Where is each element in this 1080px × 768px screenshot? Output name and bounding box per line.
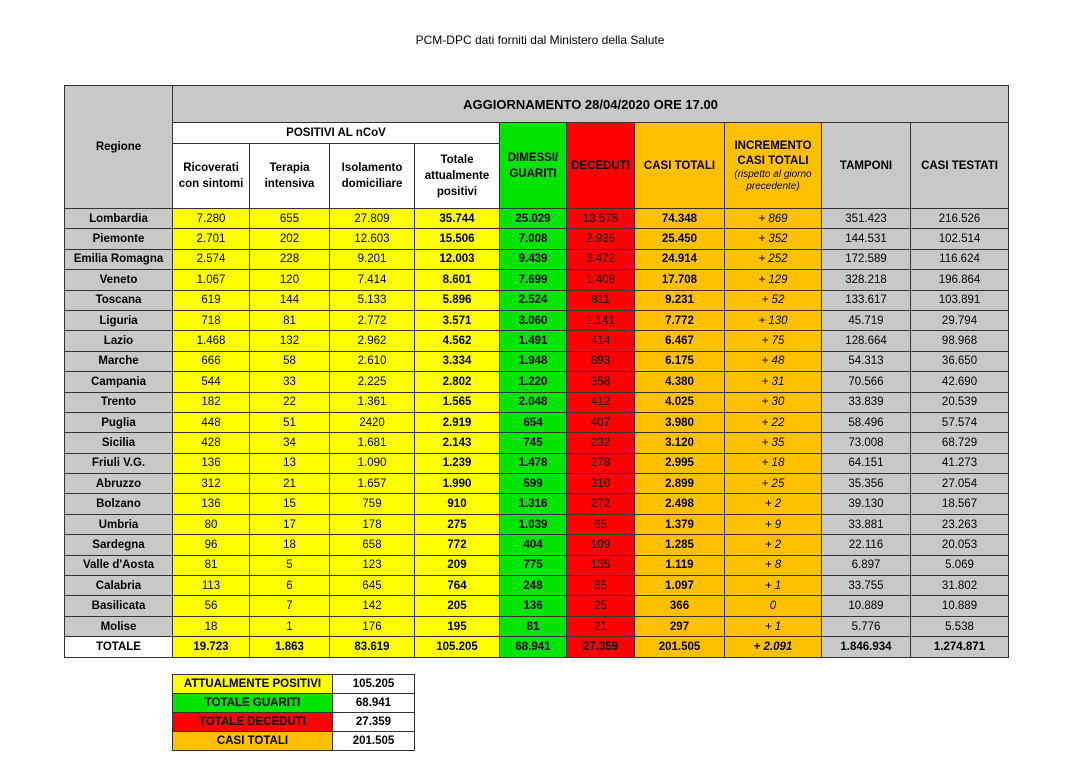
incremento-cell: + 22 bbox=[725, 412, 822, 432]
table-row bbox=[65, 229, 1009, 249]
ricoverati-cell: 136 bbox=[173, 494, 250, 514]
totale-positivi-cell: 35.744 bbox=[415, 209, 500, 229]
deceduti-cell: 412 bbox=[567, 392, 635, 412]
casi-testati-cell: 20.539 bbox=[911, 392, 1009, 412]
deceduti-cell: 272 bbox=[567, 494, 635, 514]
dimessi-cell: 1.491 bbox=[500, 331, 567, 351]
tamponi-cell: 45.719 bbox=[822, 310, 911, 330]
deceduti-cell: 1.141 bbox=[567, 310, 635, 330]
casi-totali-cell: 3.120 bbox=[635, 433, 725, 453]
deceduti-cell: 85 bbox=[567, 576, 635, 596]
header-ricoverati: Ricoverati con sintomi bbox=[173, 144, 250, 209]
casi-testati-cell: 41.273 bbox=[911, 453, 1009, 473]
header-update: AGGIORNAMENTO 28/04/2020 ORE 17.00 bbox=[173, 86, 1009, 123]
incremento-cell: + 130 bbox=[725, 310, 822, 330]
table-row bbox=[65, 616, 1009, 636]
header-regione: Regione bbox=[65, 86, 173, 209]
casi-totali-cell: 1.379 bbox=[635, 514, 725, 534]
ricoverati-cell: 7.280 bbox=[173, 209, 250, 229]
region-name: Puglia bbox=[65, 412, 173, 432]
summary-value: 201.505 bbox=[333, 732, 415, 751]
tamponi-cell: 128.664 bbox=[822, 331, 911, 351]
summary-label: CASI TOTALI bbox=[173, 732, 333, 751]
isolamento-cell: 658 bbox=[330, 535, 415, 555]
terapia-cell: 17 bbox=[250, 514, 330, 534]
region-name: Trento bbox=[65, 392, 173, 412]
casi-totali-cell: 4.380 bbox=[635, 372, 725, 392]
region-name: Friuli V.G. bbox=[65, 453, 173, 473]
tamponi-cell: 33.881 bbox=[822, 514, 911, 534]
region-name: Piemonte bbox=[65, 229, 173, 249]
isolamento-cell: 2420 bbox=[330, 412, 415, 432]
region-name: Umbria bbox=[65, 514, 173, 534]
ricoverati-cell: 113 bbox=[173, 576, 250, 596]
incremento-cell: + 129 bbox=[725, 270, 822, 290]
isolamento-cell: 1.657 bbox=[330, 474, 415, 494]
table-row bbox=[65, 372, 1009, 392]
isolamento-cell: 1.090 bbox=[330, 453, 415, 473]
deceduti-cell: 893 bbox=[567, 351, 635, 371]
dimessi-cell: 7.699 bbox=[500, 270, 567, 290]
terapia-cell: 15 bbox=[250, 494, 330, 514]
deceduti-cell: 310 bbox=[567, 474, 635, 494]
totale-positivi-cell: 2.143 bbox=[415, 433, 500, 453]
dimessi-cell: 81 bbox=[500, 616, 567, 636]
ricoverati-cell: 1.067 bbox=[173, 270, 250, 290]
header-deceduti: DECEDUTI bbox=[567, 123, 635, 209]
region-name: Toscana bbox=[65, 290, 173, 310]
casi-totali-cell: 25.450 bbox=[635, 229, 725, 249]
incremento-cell: 0 bbox=[725, 596, 822, 616]
incremento-cell: + 9 bbox=[725, 514, 822, 534]
casi-totali-cell: 297 bbox=[635, 616, 725, 636]
totale-positivi-cell: 5.896 bbox=[415, 290, 500, 310]
casi-totali-cell: 17.708 bbox=[635, 270, 725, 290]
casi-testati-cell: 20.053 bbox=[911, 535, 1009, 555]
incremento-cell: + 48 bbox=[725, 351, 822, 371]
casi-totali-cell: 2.995 bbox=[635, 453, 725, 473]
header-incremento-title: INCREMENTO CASI TOTALI bbox=[734, 139, 812, 167]
isolamento-cell: 759 bbox=[330, 494, 415, 514]
region-name: Bolzano bbox=[65, 494, 173, 514]
ricoverati-cell: 718 bbox=[173, 310, 250, 330]
deceduti-cell: 811 bbox=[567, 290, 635, 310]
casi-testati-cell: 102.514 bbox=[911, 229, 1009, 249]
incremento-cell: + 1 bbox=[725, 576, 822, 596]
isolamento-cell: 1.361 bbox=[330, 392, 415, 412]
isolamento-cell: 142 bbox=[330, 596, 415, 616]
isolamento-cell: 2.772 bbox=[330, 310, 415, 330]
casi-testati-cell: 116.624 bbox=[911, 249, 1009, 269]
terapia-cell: 6 bbox=[250, 576, 330, 596]
dimessi-cell: 1.478 bbox=[500, 453, 567, 473]
incremento-cell: + 252 bbox=[725, 249, 822, 269]
summary-label: ATTUALMENTE POSITIVI bbox=[173, 675, 333, 694]
table-row bbox=[65, 310, 1009, 330]
header-tamponi: TAMPONI bbox=[822, 123, 911, 209]
header-isolamento: Isolamento domiciliare bbox=[330, 144, 415, 209]
casi-testati-cell: 103.891 bbox=[911, 290, 1009, 310]
ricoverati-cell: 2.701 bbox=[173, 229, 250, 249]
summary-value: 27.359 bbox=[333, 713, 415, 732]
ricoverati-cell: 80 bbox=[173, 514, 250, 534]
table-row bbox=[65, 249, 1009, 269]
region-name: Molise bbox=[65, 616, 173, 636]
ricoverati-cell: 19.723 bbox=[173, 637, 250, 657]
summary-value: 105.205 bbox=[333, 675, 415, 694]
casi-testati-cell: 98.968 bbox=[911, 331, 1009, 351]
summary-label: TOTALE DECEDUTI bbox=[173, 713, 333, 732]
table-row bbox=[65, 535, 1009, 555]
totale-positivi-cell: 1.565 bbox=[415, 392, 500, 412]
dimessi-cell: 1.220 bbox=[500, 372, 567, 392]
terapia-cell: 51 bbox=[250, 412, 330, 432]
isolamento-cell: 2.610 bbox=[330, 351, 415, 371]
terapia-cell: 202 bbox=[250, 229, 330, 249]
isolamento-cell: 5.133 bbox=[330, 290, 415, 310]
ricoverati-cell: 136 bbox=[173, 453, 250, 473]
tamponi-cell: 144.531 bbox=[822, 229, 911, 249]
region-name: Sardegna bbox=[65, 535, 173, 555]
tamponi-cell: 1.846.934 bbox=[822, 637, 911, 657]
ricoverati-cell: 182 bbox=[173, 392, 250, 412]
covid-regional-table bbox=[64, 85, 1009, 658]
table-row bbox=[65, 209, 1009, 229]
table-row bbox=[65, 494, 1009, 514]
casi-testati-cell: 10.889 bbox=[911, 596, 1009, 616]
terapia-cell: 132 bbox=[250, 331, 330, 351]
deceduti-cell: 21 bbox=[567, 616, 635, 636]
ricoverati-cell: 619 bbox=[173, 290, 250, 310]
dimessi-cell: 3.060 bbox=[500, 310, 567, 330]
region-name: Campania bbox=[65, 372, 173, 392]
table-row bbox=[65, 412, 1009, 432]
deceduti-cell: 135 bbox=[567, 555, 635, 575]
totale-positivi-cell: 195 bbox=[415, 616, 500, 636]
isolamento-cell: 2.962 bbox=[330, 331, 415, 351]
summary-value: 68.941 bbox=[333, 694, 415, 713]
incremento-cell: + 25 bbox=[725, 474, 822, 494]
incremento-cell: + 1 bbox=[725, 616, 822, 636]
terapia-cell: 58 bbox=[250, 351, 330, 371]
casi-testati-cell: 68.729 bbox=[911, 433, 1009, 453]
table-row bbox=[65, 596, 1009, 616]
isolamento-cell: 83.619 bbox=[330, 637, 415, 657]
tamponi-cell: 6.897 bbox=[822, 555, 911, 575]
deceduti-cell: 407 bbox=[567, 412, 635, 432]
region-name: Basilicata bbox=[65, 596, 173, 616]
dimessi-cell: 2.524 bbox=[500, 290, 567, 310]
casi-totali-cell: 24.914 bbox=[635, 249, 725, 269]
total-row bbox=[65, 637, 1009, 657]
deceduti-cell: 414 bbox=[567, 331, 635, 351]
terapia-cell: 7 bbox=[250, 596, 330, 616]
header-casi-totali: CASI TOTALI bbox=[635, 123, 725, 209]
casi-totali-cell: 201.505 bbox=[635, 637, 725, 657]
region-name: TOTALE bbox=[65, 637, 173, 657]
tamponi-cell: 22.116 bbox=[822, 535, 911, 555]
casi-totali-cell: 4.025 bbox=[635, 392, 725, 412]
isolamento-cell: 12.603 bbox=[330, 229, 415, 249]
ricoverati-cell: 448 bbox=[173, 412, 250, 432]
header-incremento-note: (rispetto al giorno precedente) bbox=[734, 168, 812, 192]
totale-positivi-cell: 1.990 bbox=[415, 474, 500, 494]
casi-testati-cell: 5.538 bbox=[911, 616, 1009, 636]
table-row bbox=[65, 514, 1009, 534]
tamponi-cell: 58.496 bbox=[822, 412, 911, 432]
incremento-cell: + 75 bbox=[725, 331, 822, 351]
deceduti-cell: 13.575 bbox=[567, 209, 635, 229]
table-row bbox=[65, 270, 1009, 290]
header-positivi-group: POSITIVI AL nCoV bbox=[173, 123, 500, 144]
dimessi-cell: 775 bbox=[500, 555, 567, 575]
casi-totali-cell: 6.175 bbox=[635, 351, 725, 371]
casi-totali-cell: 3.980 bbox=[635, 412, 725, 432]
isolamento-cell: 27.809 bbox=[330, 209, 415, 229]
header-incremento bbox=[725, 123, 822, 209]
incremento-cell: + 2 bbox=[725, 535, 822, 555]
terapia-cell: 1.863 bbox=[250, 637, 330, 657]
dimessi-cell: 654 bbox=[500, 412, 567, 432]
terapia-cell: 5 bbox=[250, 555, 330, 575]
incremento-cell: + 30 bbox=[725, 392, 822, 412]
summary-table bbox=[172, 674, 415, 751]
region-name: Lombardia bbox=[65, 209, 173, 229]
ricoverati-cell: 18 bbox=[173, 616, 250, 636]
page-title: PCM-DPC dati forniti dal Ministero della Salute bbox=[415, 33, 665, 47]
isolamento-cell: 7.414 bbox=[330, 270, 415, 290]
casi-totali-cell: 6.467 bbox=[635, 331, 725, 351]
casi-testati-cell: 196.864 bbox=[911, 270, 1009, 290]
terapia-cell: 18 bbox=[250, 535, 330, 555]
incremento-cell: + 2 bbox=[725, 494, 822, 514]
dimessi-cell: 404 bbox=[500, 535, 567, 555]
ricoverati-cell: 1.468 bbox=[173, 331, 250, 351]
casi-testati-cell: 42.690 bbox=[911, 372, 1009, 392]
tamponi-cell: 54.313 bbox=[822, 351, 911, 371]
incremento-cell: + 869 bbox=[725, 209, 822, 229]
tamponi-cell: 39.130 bbox=[822, 494, 911, 514]
deceduti-cell: 27.359 bbox=[567, 637, 635, 657]
region-name: Liguria bbox=[65, 310, 173, 330]
terapia-cell: 228 bbox=[250, 249, 330, 269]
isolamento-cell: 645 bbox=[330, 576, 415, 596]
tamponi-cell: 10.889 bbox=[822, 596, 911, 616]
dimessi-cell: 9.439 bbox=[500, 249, 567, 269]
isolamento-cell: 176 bbox=[330, 616, 415, 636]
dimessi-cell: 68.941 bbox=[500, 637, 567, 657]
region-name: Valle d'Aosta bbox=[65, 555, 173, 575]
dimessi-cell: 25.029 bbox=[500, 209, 567, 229]
casi-totali-cell: 7.772 bbox=[635, 310, 725, 330]
casi-totali-cell: 1.097 bbox=[635, 576, 725, 596]
totale-positivi-cell: 275 bbox=[415, 514, 500, 534]
casi-totali-cell: 1.285 bbox=[635, 535, 725, 555]
ricoverati-cell: 96 bbox=[173, 535, 250, 555]
totale-positivi-cell: 910 bbox=[415, 494, 500, 514]
dimessi-cell: 1.316 bbox=[500, 494, 567, 514]
tamponi-cell: 70.566 bbox=[822, 372, 911, 392]
deceduti-cell: 109 bbox=[567, 535, 635, 555]
terapia-cell: 33 bbox=[250, 372, 330, 392]
casi-totali-cell: 1.119 bbox=[635, 555, 725, 575]
table-row bbox=[65, 555, 1009, 575]
tamponi-cell: 33.839 bbox=[822, 392, 911, 412]
ricoverati-cell: 56 bbox=[173, 596, 250, 616]
terapia-cell: 120 bbox=[250, 270, 330, 290]
totale-positivi-cell: 1.239 bbox=[415, 453, 500, 473]
totale-positivi-cell: 12.003 bbox=[415, 249, 500, 269]
deceduti-cell: 278 bbox=[567, 453, 635, 473]
tamponi-cell: 35.356 bbox=[822, 474, 911, 494]
terapia-cell: 13 bbox=[250, 453, 330, 473]
isolamento-cell: 178 bbox=[330, 514, 415, 534]
deceduti-cell: 3.472 bbox=[567, 249, 635, 269]
casi-testati-cell: 27.054 bbox=[911, 474, 1009, 494]
incremento-cell: + 52 bbox=[725, 290, 822, 310]
header-dimessi: DIMESSI/ GUARITI bbox=[500, 123, 567, 209]
deceduti-cell: 25 bbox=[567, 596, 635, 616]
header-totale-positivi: Totale attualmente positivi bbox=[415, 144, 500, 209]
region-name: Abruzzo bbox=[65, 474, 173, 494]
incremento-cell: + 2.091 bbox=[725, 637, 822, 657]
casi-testati-cell: 23.263 bbox=[911, 514, 1009, 534]
ricoverati-cell: 428 bbox=[173, 433, 250, 453]
incremento-cell: + 35 bbox=[725, 433, 822, 453]
deceduti-cell: 232 bbox=[567, 433, 635, 453]
incremento-cell: + 18 bbox=[725, 453, 822, 473]
dimessi-cell: 136 bbox=[500, 596, 567, 616]
tamponi-cell: 5.776 bbox=[822, 616, 911, 636]
tamponi-cell: 64.151 bbox=[822, 453, 911, 473]
casi-testati-cell: 5.069 bbox=[911, 555, 1009, 575]
totale-positivi-cell: 205 bbox=[415, 596, 500, 616]
incremento-cell: + 352 bbox=[725, 229, 822, 249]
ricoverati-cell: 81 bbox=[173, 555, 250, 575]
terapia-cell: 1 bbox=[250, 616, 330, 636]
region-name: Marche bbox=[65, 351, 173, 371]
casi-totali-cell: 2.498 bbox=[635, 494, 725, 514]
casi-testati-cell: 36.650 bbox=[911, 351, 1009, 371]
tamponi-cell: 33.755 bbox=[822, 576, 911, 596]
summary-label: TOTALE GUARITI bbox=[173, 694, 333, 713]
isolamento-cell: 1.681 bbox=[330, 433, 415, 453]
table-row bbox=[65, 392, 1009, 412]
ricoverati-cell: 312 bbox=[173, 474, 250, 494]
casi-testati-cell: 57.574 bbox=[911, 412, 1009, 432]
table-row bbox=[65, 331, 1009, 351]
totale-positivi-cell: 209 bbox=[415, 555, 500, 575]
dimessi-cell: 745 bbox=[500, 433, 567, 453]
incremento-cell: + 31 bbox=[725, 372, 822, 392]
terapia-cell: 34 bbox=[250, 433, 330, 453]
casi-testati-cell: 31.802 bbox=[911, 576, 1009, 596]
dimessi-cell: 1.948 bbox=[500, 351, 567, 371]
table-row bbox=[65, 453, 1009, 473]
deceduti-cell: 1.408 bbox=[567, 270, 635, 290]
totale-positivi-cell: 105.205 bbox=[415, 637, 500, 657]
totale-positivi-cell: 2.802 bbox=[415, 372, 500, 392]
casi-testati-cell: 216.526 bbox=[911, 209, 1009, 229]
region-name: Veneto bbox=[65, 270, 173, 290]
deceduti-cell: 2.936 bbox=[567, 229, 635, 249]
casi-totali-cell: 366 bbox=[635, 596, 725, 616]
totale-positivi-cell: 4.562 bbox=[415, 331, 500, 351]
dimessi-cell: 599 bbox=[500, 474, 567, 494]
casi-testati-cell: 29.794 bbox=[911, 310, 1009, 330]
ricoverati-cell: 2.574 bbox=[173, 249, 250, 269]
casi-totali-cell: 2.899 bbox=[635, 474, 725, 494]
terapia-cell: 144 bbox=[250, 290, 330, 310]
casi-totali-cell: 74.348 bbox=[635, 209, 725, 229]
region-name: Calabria bbox=[65, 576, 173, 596]
casi-totali-cell: 9.231 bbox=[635, 290, 725, 310]
terapia-cell: 21 bbox=[250, 474, 330, 494]
tamponi-cell: 133.617 bbox=[822, 290, 911, 310]
totale-positivi-cell: 3.334 bbox=[415, 351, 500, 371]
header-casi-testati: CASI TESTATI bbox=[911, 123, 1009, 209]
incremento-cell: + 8 bbox=[725, 555, 822, 575]
totale-positivi-cell: 15.506 bbox=[415, 229, 500, 249]
totale-positivi-cell: 2.919 bbox=[415, 412, 500, 432]
header-terapia: Terapia intensiva bbox=[250, 144, 330, 209]
dimessi-cell: 248 bbox=[500, 576, 567, 596]
summary-row bbox=[173, 732, 415, 751]
dimessi-cell: 7.008 bbox=[500, 229, 567, 249]
deceduti-cell: 358 bbox=[567, 372, 635, 392]
tamponi-cell: 73.008 bbox=[822, 433, 911, 453]
deceduti-cell: 65 bbox=[567, 514, 635, 534]
table-row bbox=[65, 290, 1009, 310]
region-name: Lazio bbox=[65, 331, 173, 351]
region-name: Emilia Romagna bbox=[65, 249, 173, 269]
casi-testati-cell: 1.274.871 bbox=[911, 637, 1009, 657]
terapia-cell: 22 bbox=[250, 392, 330, 412]
tamponi-cell: 172.589 bbox=[822, 249, 911, 269]
table-row bbox=[65, 576, 1009, 596]
terapia-cell: 81 bbox=[250, 310, 330, 330]
summary-row bbox=[173, 694, 415, 713]
terapia-cell: 655 bbox=[250, 209, 330, 229]
dimessi-cell: 2.048 bbox=[500, 392, 567, 412]
totale-positivi-cell: 764 bbox=[415, 576, 500, 596]
ricoverati-cell: 666 bbox=[173, 351, 250, 371]
table-row bbox=[65, 433, 1009, 453]
table-row bbox=[65, 351, 1009, 371]
isolamento-cell: 9.201 bbox=[330, 249, 415, 269]
summary-row bbox=[173, 675, 415, 694]
region-name: Sicilia bbox=[65, 433, 173, 453]
summary-row bbox=[173, 713, 415, 732]
totale-positivi-cell: 8.601 bbox=[415, 270, 500, 290]
isolamento-cell: 123 bbox=[330, 555, 415, 575]
totale-positivi-cell: 3.571 bbox=[415, 310, 500, 330]
ricoverati-cell: 544 bbox=[173, 372, 250, 392]
tamponi-cell: 351.423 bbox=[822, 209, 911, 229]
dimessi-cell: 1.039 bbox=[500, 514, 567, 534]
isolamento-cell: 2.225 bbox=[330, 372, 415, 392]
casi-testati-cell: 18.567 bbox=[911, 494, 1009, 514]
tamponi-cell: 328.218 bbox=[822, 270, 911, 290]
table-row bbox=[65, 474, 1009, 494]
totale-positivi-cell: 772 bbox=[415, 535, 500, 555]
